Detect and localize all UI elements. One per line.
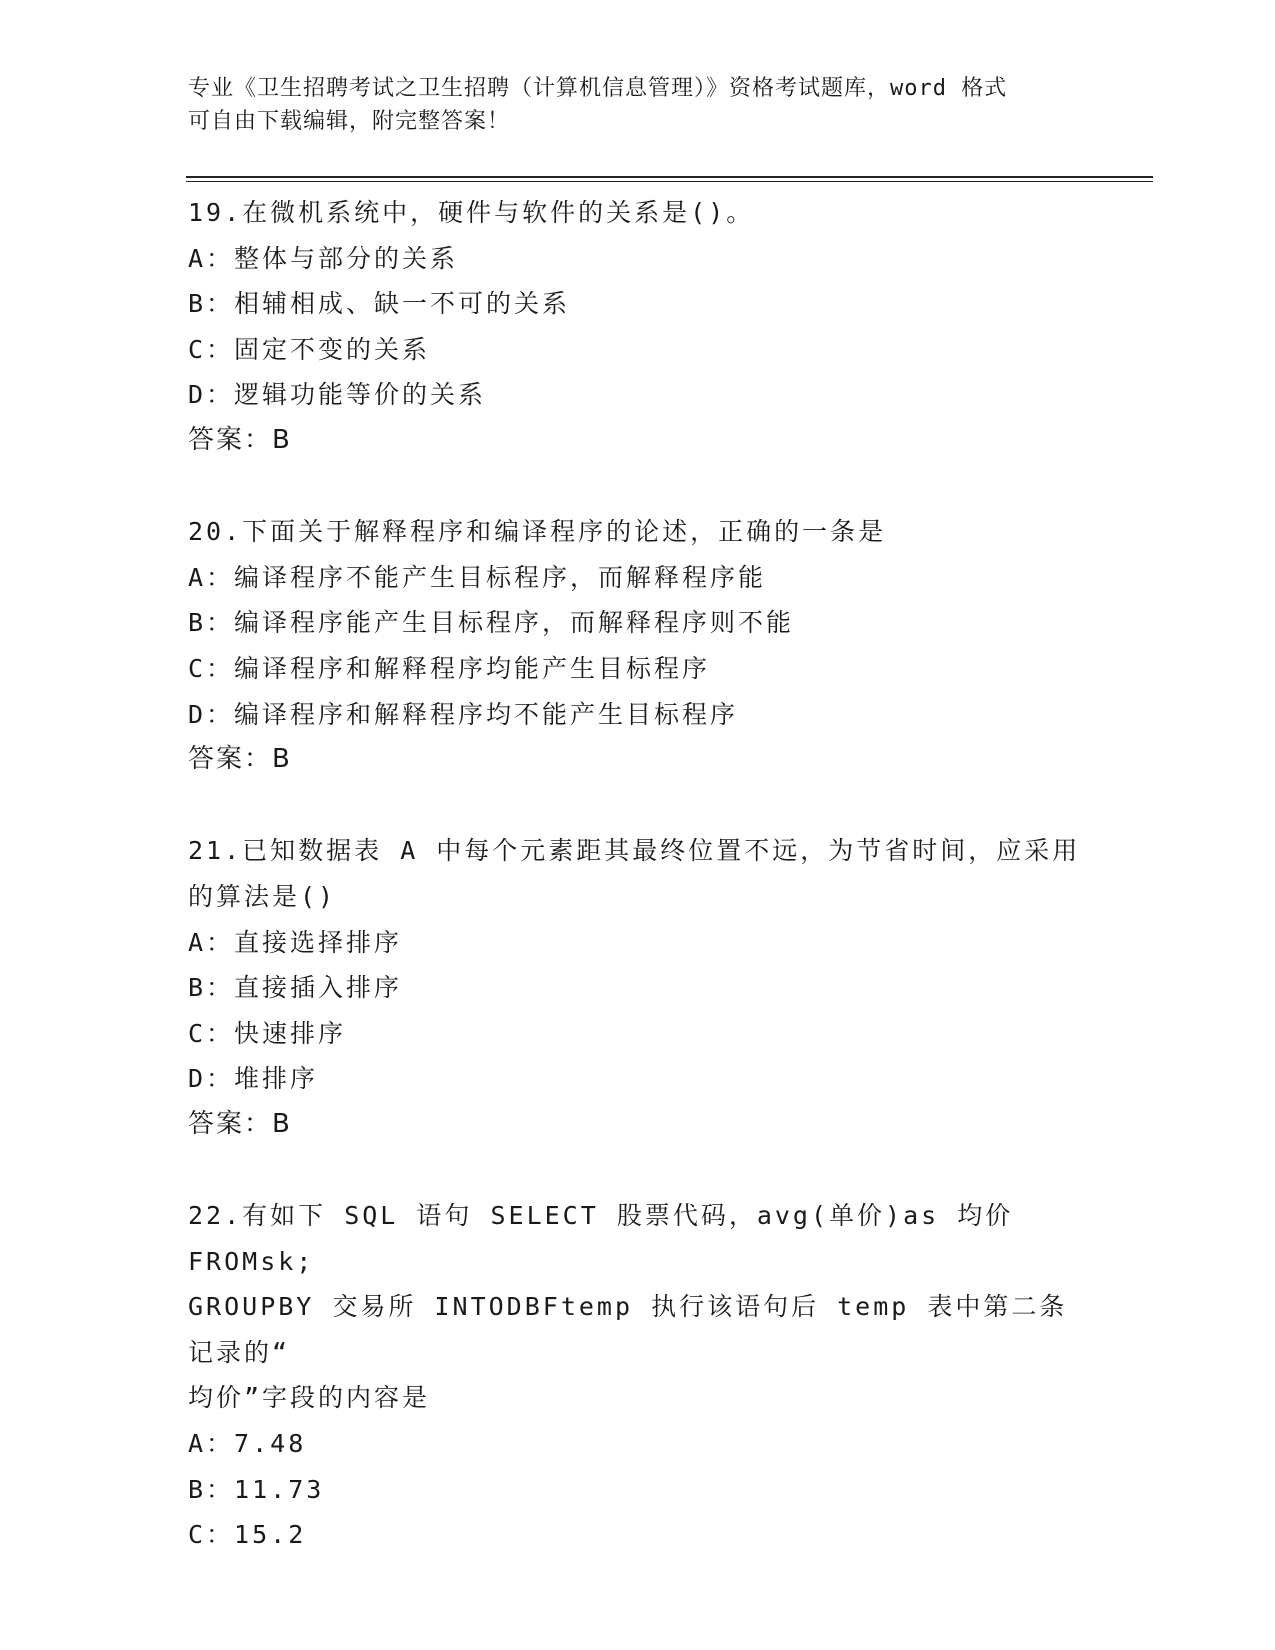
option-a: A：7.48 bbox=[188, 1429, 307, 1459]
option-b: B：编译程序能产生目标程序，而解释程序则不能 bbox=[188, 608, 795, 638]
option-b: B：11.73 bbox=[188, 1474, 325, 1504]
question-stem-line-2: GROUPBY 交易所 INTODBFtemp 执行该语句后 temp 表中第二条记录的“ bbox=[188, 1292, 1068, 1367]
option-c: C：15.2 bbox=[188, 1520, 307, 1550]
question-list bbox=[188, 190, 1088, 1558]
option-b: B：直接插入排序 bbox=[188, 973, 403, 1003]
document-header bbox=[188, 72, 1068, 138]
option-a: A：编译程序不能产生目标程序，而解释程序能 bbox=[188, 562, 767, 592]
question-20 bbox=[188, 509, 1088, 783]
answer-label: 答案：B bbox=[188, 424, 292, 455]
question-stem: 20.下面关于解释程序和编译程序的论述，正确的一条是 bbox=[188, 517, 887, 547]
question-stem-line-1: 21.已知数据表 A 中每个元素距其最终位置不远，为节省时间，应采用 bbox=[188, 836, 1081, 866]
answer-label: 答案：B bbox=[188, 744, 292, 775]
answer-label: 答案：B bbox=[188, 1108, 292, 1139]
option-c: C：固定不变的关系 bbox=[188, 334, 431, 364]
option-a: A：整体与部分的关系 bbox=[188, 243, 459, 273]
option-d: D：堆排序 bbox=[188, 1064, 319, 1094]
option-c: C：编译程序和解释程序均能产生目标程序 bbox=[188, 653, 711, 683]
question-stem-line-1: 22.有如下 SQL 语句 SELECT 股票代码，avg(单价)as 均价 FROMsk; bbox=[188, 1201, 1032, 1276]
option-d: D：逻辑功能等价的关系 bbox=[188, 380, 487, 410]
header-line-1: 专业《卫生招聘考试之卫生招聘（计算机信息管理）》资格考试题库，word 格式 bbox=[188, 76, 1008, 101]
option-a: A：直接选择排序 bbox=[188, 927, 403, 957]
option-c: C：快速排序 bbox=[188, 1018, 347, 1048]
option-b: B：相辅相成、缺一不可的关系 bbox=[188, 289, 571, 319]
question-stem-line-3: 均价”字段的内容是 bbox=[188, 1383, 431, 1413]
option-d: D：编译程序和解释程序均不能产生目标程序 bbox=[188, 699, 739, 729]
header-divider-bottom bbox=[186, 181, 1153, 182]
question-22 bbox=[188, 1193, 1088, 1558]
question-stem-line-2: 的算法是() bbox=[188, 881, 337, 911]
question-stem: 19.在微机系统中，硬件与软件的关系是()。 bbox=[188, 198, 755, 227]
header-divider-top bbox=[186, 176, 1153, 178]
question-19 bbox=[188, 190, 1088, 464]
question-21 bbox=[188, 828, 1088, 1147]
header-line-2: 可自由下载编辑，附完整答案！ bbox=[188, 109, 511, 134]
